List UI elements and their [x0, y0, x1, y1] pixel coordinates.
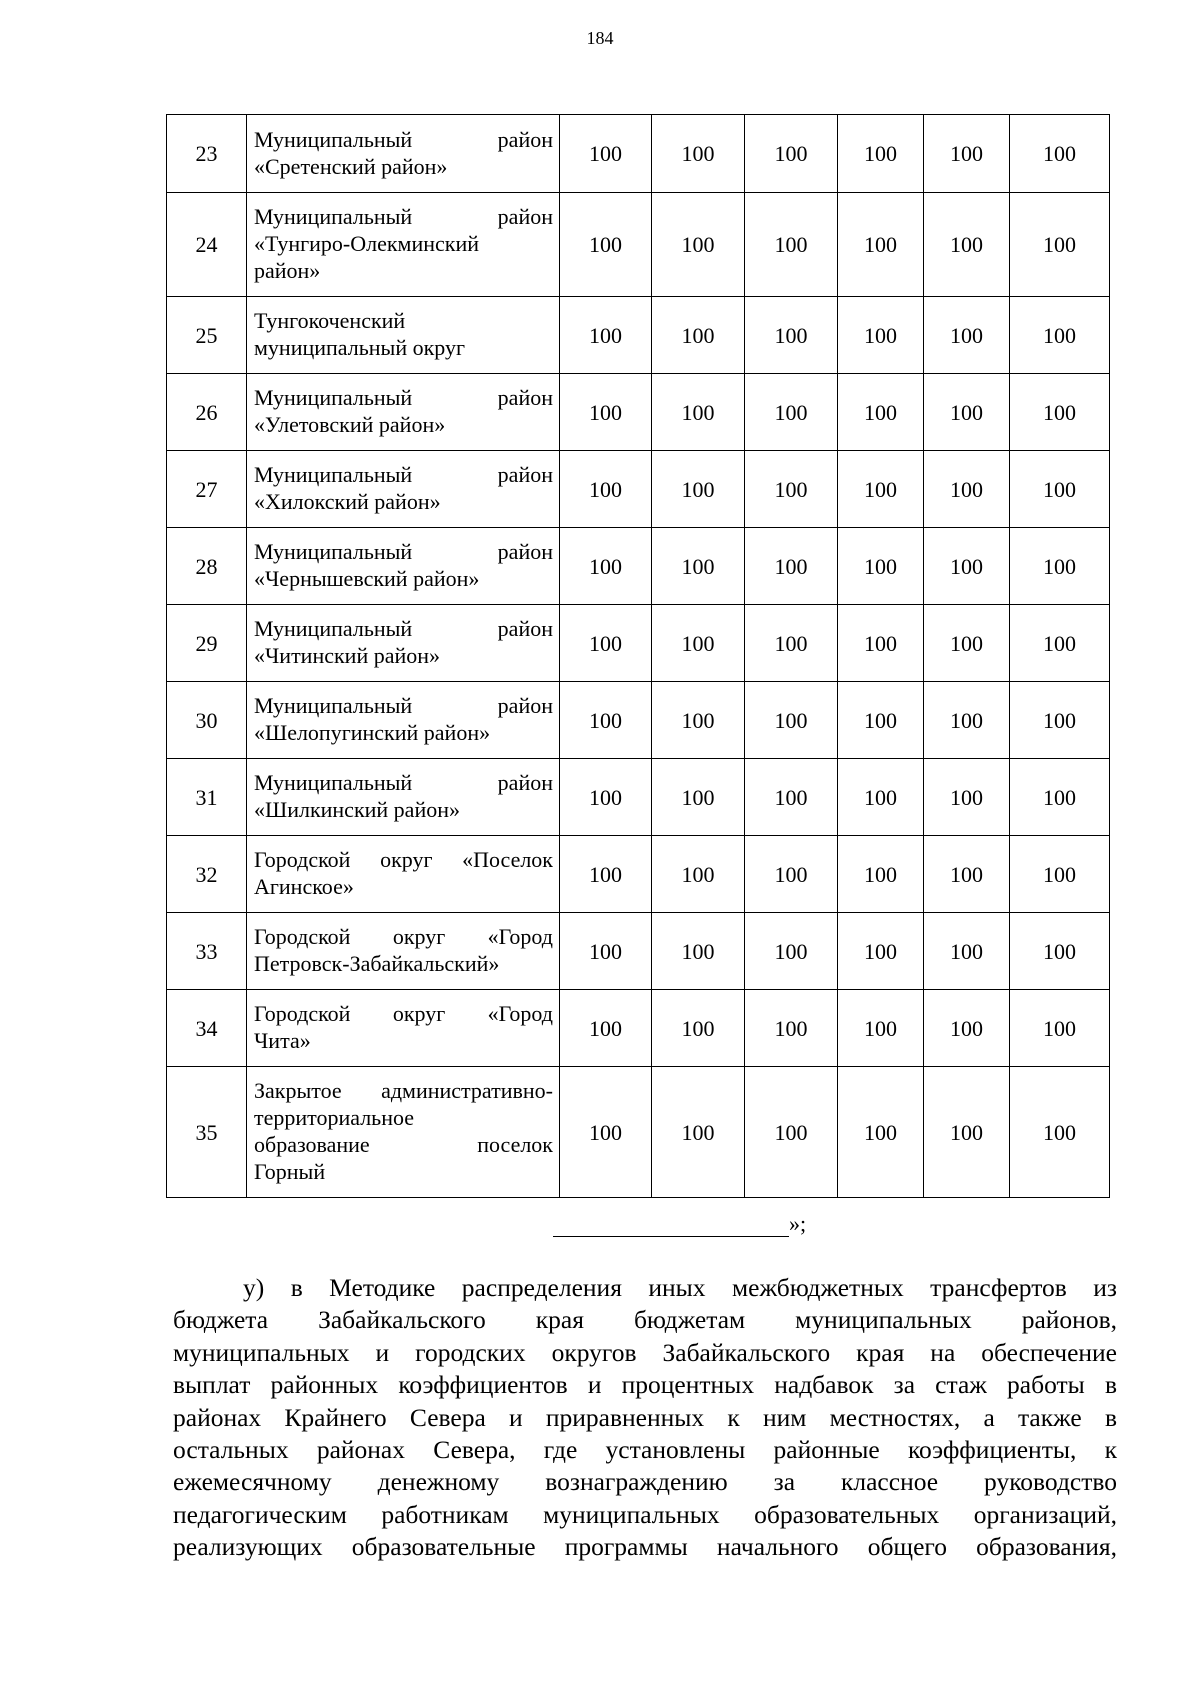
value-cell: 100 — [745, 451, 838, 528]
table-row — [167, 990, 1110, 1067]
paragraph-line: выплат районных коэффициентов и процентных надбавок за стаж работы в — [173, 1370, 1117, 1400]
value-cell: 100 — [652, 990, 745, 1067]
value-cell: 100 — [924, 193, 1010, 297]
municipality-name-line: «Тунгиро-Олекминский — [254, 231, 480, 256]
row-number: 23 — [167, 115, 247, 193]
municipality-name-line: «Шилкинский район» — [254, 797, 460, 822]
value-cell: 100 — [745, 990, 838, 1067]
value-cell: 100 — [652, 682, 745, 759]
municipality-name — [247, 193, 560, 297]
row-number: 28 — [167, 528, 247, 605]
value-cell: 100 — [924, 759, 1010, 836]
body-paragraph — [173, 1272, 1117, 1564]
value-cell: 100 — [560, 836, 652, 913]
value-cell: 100 — [745, 605, 838, 682]
value-cell: 100 — [560, 528, 652, 605]
value-cell: 100 — [560, 682, 652, 759]
municipality-name — [247, 1067, 560, 1198]
municipality-name-line: Петровск-Забайкальский» — [254, 951, 500, 976]
municipality-name-line: Городской округ «Город — [254, 1001, 553, 1026]
value-cell: 100 — [924, 374, 1010, 451]
table-row — [167, 1067, 1110, 1198]
value-cell: 100 — [652, 913, 745, 990]
value-cell: 100 — [652, 451, 745, 528]
municipality-name-line: образование поселок — [254, 1132, 553, 1157]
value-cell: 100 — [745, 115, 838, 193]
municipality-name-line: «Сретенский район» — [254, 153, 448, 179]
municipality-name-line: Городской округ «Город — [254, 924, 553, 949]
closing-mark — [553, 1211, 806, 1237]
closing-quote: »; — [789, 1211, 807, 1236]
value-cell: 100 — [1010, 913, 1110, 990]
paragraph-line: реализующих образовательные программы начального общего образования, — [173, 1532, 1117, 1562]
value-cell: 100 — [924, 528, 1010, 605]
value-cell: 100 — [652, 115, 745, 193]
row-number: 24 — [167, 193, 247, 297]
value-cell: 100 — [838, 115, 924, 193]
value-cell: 100 — [838, 451, 924, 528]
value-cell: 100 — [838, 913, 924, 990]
value-cell: 100 — [1010, 193, 1110, 297]
municipality-name-line: Чита» — [254, 1028, 311, 1053]
value-cell: 100 — [652, 193, 745, 297]
municipality-name-line: территориальное — [254, 1105, 415, 1130]
municipality-name — [247, 836, 560, 913]
value-cell: 100 — [560, 913, 652, 990]
value-cell: 100 — [838, 759, 924, 836]
value-cell: 100 — [560, 605, 652, 682]
municipality-name-line: Муниципальный район — [254, 693, 553, 718]
row-number: 25 — [167, 297, 247, 374]
value-cell: 100 — [652, 528, 745, 605]
value-cell: 100 — [745, 913, 838, 990]
value-cell: 100 — [745, 682, 838, 759]
value-cell: 100 — [1010, 451, 1110, 528]
paragraph-line: педагогическим работникам муниципальных образовательных организаций, — [173, 1499, 1117, 1529]
value-cell: 100 — [838, 605, 924, 682]
value-cell: 100 — [924, 451, 1010, 528]
value-cell: 100 — [1010, 1067, 1110, 1198]
value-cell: 100 — [1010, 374, 1110, 451]
value-cell: 100 — [560, 759, 652, 836]
row-number: 32 — [167, 836, 247, 913]
value-cell: 100 — [838, 990, 924, 1067]
value-cell: 100 — [745, 297, 838, 374]
value-cell: 100 — [1010, 528, 1110, 605]
municipality-name-line: Муниципальный район — [254, 616, 553, 641]
value-cell: 100 — [652, 836, 745, 913]
municipality-name — [247, 605, 560, 682]
value-cell: 100 — [560, 297, 652, 374]
value-cell: 100 — [1010, 990, 1110, 1067]
value-cell: 100 — [838, 297, 924, 374]
table-row — [167, 374, 1110, 451]
value-cell: 100 — [745, 836, 838, 913]
value-cell: 100 — [1010, 115, 1110, 193]
table-row — [167, 193, 1110, 297]
value-cell: 100 — [1010, 605, 1110, 682]
municipality-name-line: Городской округ «Поселок — [254, 847, 553, 872]
value-cell: 100 — [560, 115, 652, 193]
municipality-name-line: Муниципальный район — [254, 385, 553, 410]
municipality-name — [247, 374, 560, 451]
paragraph-line: ежемесячному денежному вознаграждению за классное руководство — [173, 1467, 1117, 1497]
value-cell: 100 — [838, 836, 924, 913]
municipality-name-line: Муниципальный район — [254, 126, 553, 152]
municipality-name — [247, 759, 560, 836]
municipality-name-line: Горный — [254, 1159, 326, 1184]
value-cell: 100 — [560, 374, 652, 451]
row-number: 31 — [167, 759, 247, 836]
page-number: 184 — [586, 28, 614, 48]
value-cell: 100 — [652, 605, 745, 682]
paragraph-line: остальных районах Севера, где установлены районные коэффициенты, к — [173, 1435, 1117, 1465]
table-row — [167, 836, 1110, 913]
municipality-name-line: Муниципальный район — [254, 204, 553, 229]
value-cell: 100 — [1010, 682, 1110, 759]
value-cell: 100 — [745, 528, 838, 605]
municipality-name-line: муниципальный округ — [254, 335, 466, 360]
municipality-name — [247, 682, 560, 759]
value-cell: 100 — [745, 759, 838, 836]
value-cell: 100 — [924, 913, 1010, 990]
municipality-name-line: Тунгокоченский — [254, 308, 406, 333]
row-number: 33 — [167, 913, 247, 990]
table-row — [167, 115, 1110, 193]
municipality-name — [247, 990, 560, 1067]
municipality-name-line: «Читинский район» — [254, 643, 441, 668]
row-number: 34 — [167, 990, 247, 1067]
municipality-name — [247, 528, 560, 605]
row-number: 27 — [167, 451, 247, 528]
value-cell: 100 — [745, 193, 838, 297]
paragraph-line: районах Крайнего Севера и приравненных к ним местностях, а также в — [173, 1402, 1117, 1432]
table-row — [167, 759, 1110, 836]
municipality-name — [247, 451, 560, 528]
municipality-name-line: «Шелопугинский район» — [254, 720, 491, 745]
value-cell: 100 — [1010, 836, 1110, 913]
municipality-name-line: Агинское» — [254, 874, 354, 899]
municipality-name-line: «Улетовский район» — [254, 412, 446, 437]
municipality-name-line: «Чернышевский район» — [254, 566, 480, 591]
row-number: 35 — [167, 1067, 247, 1198]
value-cell: 100 — [924, 836, 1010, 913]
value-cell: 100 — [1010, 297, 1110, 374]
municipality-name-line: Муниципальный район — [254, 770, 553, 795]
closing-underline — [553, 1214, 789, 1237]
value-cell: 100 — [652, 759, 745, 836]
data-table — [166, 114, 1110, 1198]
value-cell: 100 — [924, 682, 1010, 759]
row-number: 29 — [167, 605, 247, 682]
value-cell: 100 — [924, 115, 1010, 193]
municipality-name-line: «Хилокский район» — [254, 489, 441, 514]
municipality-name-line: Муниципальный район — [254, 539, 553, 564]
paragraph-line: муниципальных и городских округов Забайкальского края на обеспечение — [173, 1337, 1117, 1367]
value-cell: 100 — [924, 297, 1010, 374]
municipality-name — [247, 115, 560, 193]
value-cell: 100 — [560, 990, 652, 1067]
value-cell: 100 — [745, 374, 838, 451]
value-cell: 100 — [560, 1067, 652, 1198]
table-row — [167, 913, 1110, 990]
value-cell: 100 — [652, 297, 745, 374]
municipality-name — [247, 913, 560, 990]
value-cell: 100 — [652, 1067, 745, 1198]
table-row — [167, 682, 1110, 759]
table-row — [167, 451, 1110, 528]
municipality-name-line: район» — [254, 258, 321, 283]
row-number: 26 — [167, 374, 247, 451]
value-cell: 100 — [560, 193, 652, 297]
table-row — [167, 605, 1110, 682]
value-cell: 100 — [838, 193, 924, 297]
value-cell: 100 — [838, 1067, 924, 1198]
table-row — [167, 528, 1110, 605]
value-cell: 100 — [1010, 759, 1110, 836]
paragraph-line: бюджета Забайкальского края бюджетам муниципальных районов, — [173, 1305, 1117, 1335]
paragraph-line: у) в Методике распределения иных межбюджетных трансфертов из — [243, 1273, 1117, 1302]
value-cell: 100 — [924, 1067, 1010, 1198]
value-cell: 100 — [924, 605, 1010, 682]
municipality-name-line: Закрытое административно- — [254, 1078, 553, 1103]
value-cell: 100 — [838, 528, 924, 605]
municipality-name-line: Муниципальный район — [254, 462, 553, 487]
municipality-name — [247, 297, 560, 374]
value-cell: 100 — [745, 1067, 838, 1198]
value-cell: 100 — [560, 451, 652, 528]
value-cell: 100 — [838, 682, 924, 759]
value-cell: 100 — [838, 374, 924, 451]
row-number: 30 — [167, 682, 247, 759]
value-cell: 100 — [924, 990, 1010, 1067]
value-cell: 100 — [652, 374, 745, 451]
table-row — [167, 297, 1110, 374]
